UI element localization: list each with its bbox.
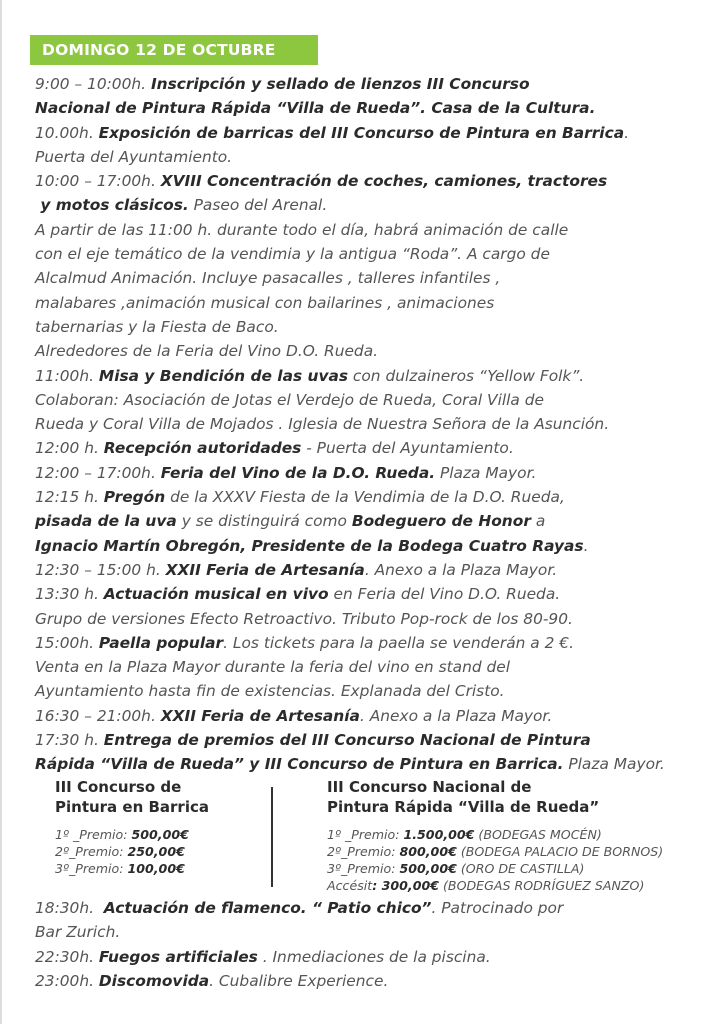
prize-row	[327, 843, 717, 860]
time: 13:30 h.	[35, 585, 104, 604]
event-title: XXII Feria de Artesanía	[160, 706, 360, 725]
column-divider	[271, 787, 273, 887]
prize-amount: : 300,00€	[372, 878, 440, 893]
prize-row	[55, 826, 260, 843]
prize-amount: 500,00€	[131, 827, 189, 842]
event-title: Fuegos artificiales	[98, 947, 258, 966]
event-detail: Venta en la Plaza Mayor durante la feria del vino en stand del	[35, 658, 510, 677]
event-title: Entrega de premios del III Concurso Nacional de Pintura	[103, 731, 591, 750]
prize-row	[327, 826, 717, 843]
page-edge	[0, 0, 2, 1024]
event-title: Nacional de Pintura Rápida “Villa de Rueda”. Casa de la Cultura.	[35, 99, 596, 118]
program-line	[35, 169, 725, 193]
event-detail: . Anexo a la Plaza Mayor.	[359, 706, 553, 725]
event-title: Ignacio Martín Obregón, Presidente de la Bodega Cuatro Rayas	[35, 536, 584, 555]
prize-label: 3º_Premio:	[55, 861, 128, 876]
program-line	[35, 969, 725, 993]
event-detail: . Cubalibre Experience.	[209, 971, 389, 990]
program-line	[35, 534, 725, 558]
prize-title: Pintura Rápida “Villa de Rueda”	[327, 798, 600, 816]
event-detail: Ayuntamiento hasta fin de existencias. Explanada del Cristo.	[35, 682, 505, 701]
program-line	[35, 388, 725, 412]
event-title: Feria del Vino de la D.O. Rueda.	[160, 463, 436, 482]
event-title: Actuación de flamenco. “ Patio chico”	[103, 899, 432, 917]
evening-program	[35, 896, 725, 993]
program-line	[35, 72, 725, 96]
program-line	[35, 607, 725, 631]
prize-row	[55, 843, 260, 860]
event-title: pisada de la uva	[35, 512, 177, 531]
prize-row	[327, 860, 717, 877]
time: 10:00 – 17:00h.	[35, 172, 161, 191]
prize-sponsor: (BODEGAS MOCÉN)	[474, 827, 602, 842]
event-title: XVIII Concentración de coches, camiones, tractores	[160, 172, 608, 191]
event-detail: . Inmediaciones de la piscina.	[257, 947, 491, 966]
program-line	[35, 218, 725, 242]
time: 9:00 – 10:00h.	[35, 75, 151, 93]
event-title: y motos clásicos.	[35, 196, 189, 215]
prize-row	[327, 877, 717, 894]
program-line	[35, 728, 725, 752]
prize-label: 1º _Premio:	[55, 827, 132, 842]
event-title: Inscripción y sellado de lienzos III Concurso	[150, 75, 530, 93]
prize-amount: 500,00€	[399, 861, 457, 876]
program-line	[35, 412, 725, 436]
time: 10.00h.	[35, 123, 99, 142]
event-detail: A partir de las 11:00 h. durante todo el día, habrá animación de calle	[35, 220, 569, 239]
event-detail: con dulzaineros “Yellow Folk”.	[348, 366, 585, 385]
event-title: Paella popular	[98, 633, 224, 652]
prize-label: Accésit	[327, 878, 373, 893]
prize-title: III Concurso de	[55, 778, 182, 796]
time: 12:30 – 15:00 h.	[35, 560, 166, 579]
prize-label: 3º_Premio:	[327, 861, 400, 876]
prize-sponsor: (BODEGAS RODRÍGUEZ SANZO)	[439, 878, 645, 893]
event-title: Pregón	[103, 488, 166, 507]
program-line	[35, 242, 725, 266]
prize-amount: 100,00€	[127, 861, 185, 876]
prizes-barrica	[55, 777, 260, 877]
event-detail: de la XXXV Fiesta de la Vendimia de la D.O. Rueda,	[165, 488, 565, 507]
program-list	[35, 72, 725, 777]
program-line	[35, 509, 725, 533]
program-line	[35, 655, 725, 679]
event-detail: - Puerta del Ayuntamiento.	[301, 439, 514, 458]
time: 17:30 h.	[35, 731, 104, 750]
event-detail: Alrededores de la Feria del Vino D.O. Rueda.	[35, 342, 379, 361]
program-line	[35, 96, 725, 120]
event-title: Bodeguero de Honor	[351, 512, 531, 531]
time: 12:00 – 17:00h.	[35, 463, 161, 482]
prize-label: 2º_Premio:	[327, 844, 400, 859]
prize-label: 2º_Premio:	[55, 844, 128, 859]
program-line	[35, 364, 725, 388]
event-title: Exposición de barricas del III Concurso de Pintura en Barrica	[98, 123, 625, 142]
event-detail: Colaboran: Asociación de Jotas el Verdejo de Rueda, Coral Villa de	[35, 390, 544, 409]
event-detail: tabernarias y la Fiesta de Baco.	[35, 317, 279, 336]
event-detail: con el eje temático de la vendimia y la antigua “Roda”. A cargo de	[35, 245, 550, 264]
program-line	[35, 436, 725, 460]
prize-sponsor: (ORO DE CASTILLA)	[456, 861, 585, 876]
event-title: Discomovida	[98, 971, 210, 990]
time: 12:00 h.	[35, 439, 104, 458]
program-line	[35, 315, 725, 339]
event-detail: en Feria del Vino D.O. Rueda.	[328, 585, 561, 604]
event-detail: Plaza Mayor.	[563, 755, 665, 774]
time: 11:00h.	[35, 366, 99, 385]
prize-list	[327, 826, 717, 894]
program-line	[35, 145, 725, 169]
event-title: XXII Feria de Artesanía	[165, 560, 365, 579]
program-line	[35, 945, 725, 969]
prize-amount: 1.500,00€	[403, 827, 475, 842]
program-line	[35, 339, 725, 363]
program-line	[35, 679, 725, 703]
time: 22:30h.	[35, 947, 99, 966]
program-line	[35, 896, 725, 920]
program-line	[35, 121, 725, 145]
event-detail: Rueda y Coral Villa de Mojados . Iglesia de Nuestra Señora de la Asunción.	[35, 415, 610, 434]
program-line	[35, 461, 725, 485]
time: 15:00h.	[35, 633, 99, 652]
event-detail: Paseo del Arenal.	[188, 196, 328, 215]
program-line	[35, 291, 725, 315]
program-line	[35, 704, 725, 728]
punct: .	[583, 536, 589, 555]
event-detail: Puerta del Ayuntamiento.	[35, 147, 233, 166]
prize-label: 1º _Premio:	[327, 827, 404, 842]
time: 12:15 h.	[35, 488, 104, 507]
punct: .	[624, 123, 629, 142]
prize-amount: 250,00€	[127, 844, 185, 859]
time: 23:00h.	[35, 971, 99, 990]
program-line	[35, 631, 725, 655]
program-line	[35, 485, 725, 509]
program-line	[35, 582, 725, 606]
event-title: Recepción autoridades	[103, 439, 302, 458]
event-title: Misa y Bendición de las uvas	[98, 366, 349, 385]
program-line	[35, 266, 725, 290]
event-detail: a	[530, 512, 546, 531]
event-detail: . Anexo a la Plaza Mayor.	[364, 560, 558, 579]
prize-amount: 800,00€	[399, 844, 457, 859]
prize-list	[55, 826, 260, 877]
program-line	[35, 920, 725, 944]
time: 16:30 – 21:00h.	[35, 706, 161, 725]
event-title: Actuación musical en vivo	[103, 585, 329, 604]
program-line	[35, 752, 725, 776]
event-detail: . Los tickets para la paella se venderán a 2 €.	[223, 633, 574, 652]
program-line	[35, 558, 725, 582]
event-title: Rápida “Villa de Rueda” y III Concurso de Pintura en Barrica.	[35, 755, 564, 774]
event-detail: Plaza Mayor.	[435, 463, 537, 482]
event-detail: malabares ,animación musical con bailarines , animaciones	[35, 293, 495, 312]
event-detail: Bar Zurich.	[35, 923, 121, 942]
prizes-section	[55, 777, 715, 892]
prize-row	[55, 860, 260, 877]
day-header: DOMINGO 12 DE OCTUBRE	[30, 35, 318, 65]
prize-title: III Concurso Nacional de	[327, 778, 532, 796]
event-detail: . Patrocinado por	[431, 899, 564, 917]
program-line	[35, 193, 725, 217]
event-detail: y se distinguirá como	[176, 512, 352, 531]
event-detail: Alcalmud Animación. Incluye pasacalles , talleres infantiles ,	[35, 269, 501, 288]
prize-sponsor: (BODEGA PALACIO DE BORNOS)	[456, 844, 664, 859]
prize-title: Pintura en Barrica	[55, 798, 209, 816]
event-detail: Grupo de versiones Efecto Retroactivo. Tributo Pop-rock de los 80-90.	[35, 609, 573, 628]
time: 18:30h.	[35, 899, 104, 917]
prizes-pintura-rapida	[327, 777, 717, 894]
